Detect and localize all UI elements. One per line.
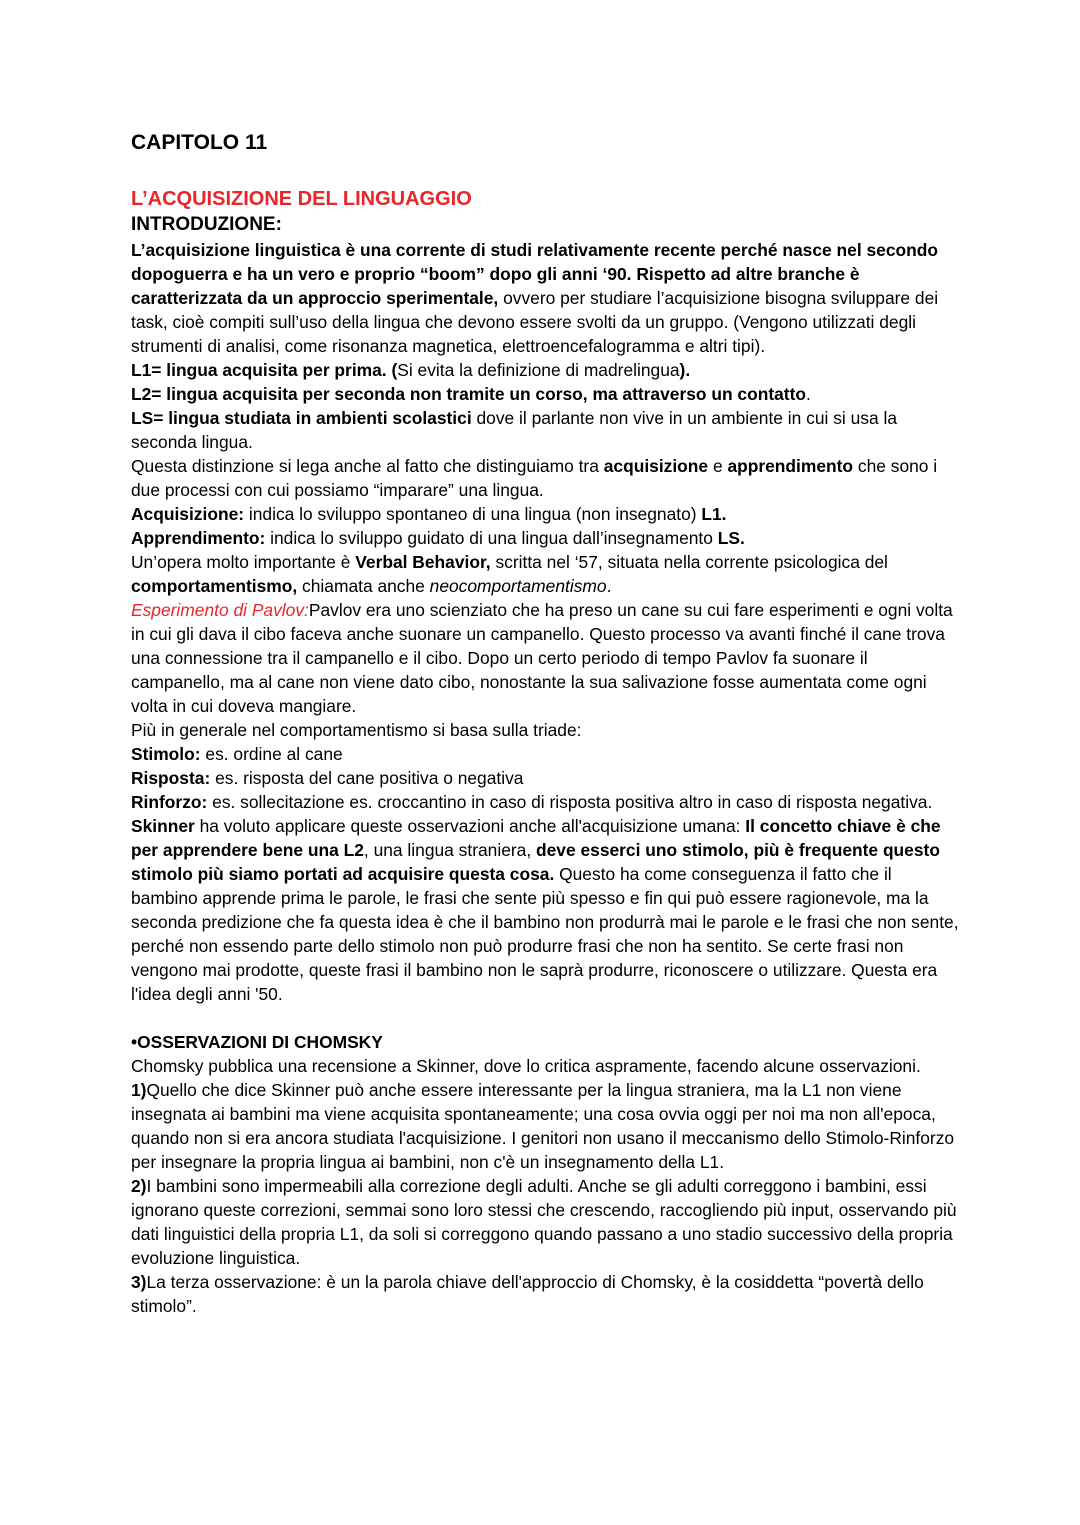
observation-1-number: 1) (131, 1080, 147, 1100)
acquisizione-text: indica lo sviluppo spontaneo di una lingua (non insegnato) (244, 504, 702, 524)
ls-text: dove il parlante non vive in un ambiente in cui si usa la seconda lingua. (131, 408, 898, 452)
pavlov-paragraph (131, 598, 961, 718)
opera-neocomportamentismo: neocomportamentismo (429, 576, 607, 596)
observation-3-number: 3) (131, 1272, 147, 1292)
chomsky-intro: Chomsky pubblica una recensione a Skinner, dove lo critica aspramente, facendo alcune osservazioni. (131, 1056, 921, 1076)
intro-paragraph (131, 238, 961, 358)
stimolo-label: Stimolo: (131, 744, 201, 764)
observation-1-text: Quello che dice Skinner può anche essere interessante per la lingua straniera, ma la L1 non viene insegnata ai bambini ma viene acquisita spontaneamente; una cosa ovvia oggi per noi ma non all'epoca, quando non si era ancora studiata l'acquisizione. I genitori non usano il meccanismo dello Stimolo-Rinforzo per insegnare la propria lingua ai bambini, non c'è un insegnamento della L1. (131, 1080, 955, 1172)
rinforzo-text: es. sollecitazione es. croccantino in caso di risposta positiva altro in caso di risposta negativa. (207, 792, 933, 812)
triade-rinforzo (131, 790, 961, 814)
opera-text-a: Un’opera molto importante è (131, 552, 356, 572)
intro-text: ovvero per studiare l’acquisizione bisogna sviluppare dei task, cioè compiti sull’uso della lingua che devono essere svolti da un gruppo. (Vengono utilizzati degli strumenti di analisi, come risonanza magnetica, elettroencefalogramma e altri tipi). (131, 288, 939, 356)
section-title: L’ACQUISIZIONE DEL LINGUAGGIO (131, 188, 472, 210)
chapter-title: CAPITOLO 11 (131, 131, 268, 154)
stimolo-text: es. ordine al cane (200, 744, 343, 764)
distinction-paragraph (131, 454, 961, 502)
acquisizione-label: Acquisizione: (131, 504, 245, 524)
skinner-name: Skinner (131, 816, 195, 836)
definition-apprendimento (131, 526, 961, 550)
acquisizione-l1: L1. (701, 504, 727, 524)
definition-acquisizione (131, 502, 961, 526)
verbal-behavior-paragraph (131, 550, 961, 598)
chomsky-observation-3 (131, 1270, 961, 1318)
apprendimento-label: Apprendimento: (131, 528, 266, 548)
l2-end: . (806, 384, 811, 404)
observation-2-number: 2) (131, 1176, 147, 1196)
l1-end: ). (679, 360, 691, 380)
distinction-acquisizione: acquisizione (603, 456, 709, 476)
triade-stimolo (131, 742, 961, 766)
chomsky-observation-2 (131, 1174, 961, 1270)
apprendimento-text: indica lo sviluppo guidato di una lingua dall’insegnamento (265, 528, 718, 548)
definition-l1 (131, 358, 961, 382)
distinction-e: e (708, 456, 728, 476)
skinner-text-c: Questo ha come conseguenza il fatto che il bambino apprende prima le parole, le frasi che sente più spesso e fin qui può essere ragionevole, ma la seconda predizione che fa questa idea è che il bambino non produrrà mai le parole e le frasi che non sente, perché non essendo parte dello stimolo non può produrre frasi che non ha sentito. Se certe frasi non vengono mai prodotte, queste frasi il bambino non le saprà produrre, riconoscere o utilizzare. Questa era l'idea degli anni '50. (131, 864, 959, 1004)
skinner-key-concept: Il concetto chiave è che per apprendere bene una L2 (131, 816, 941, 860)
definition-l2 (131, 382, 961, 406)
l1-bold: L1= lingua acquisita per prima. ( (131, 360, 398, 380)
triade-intro: Più in generale nel comportamentismo si basa sulla triade: (131, 720, 582, 740)
opera-end: . (606, 576, 612, 596)
chomsky-heading: •OSSERVAZIONI DI CHOMSKY (131, 1032, 383, 1052)
pavlov-text: Pavlov era uno scienziato che ha preso un cane su cui fare esperimenti e ogni volta in cui gli dava il cibo faceva anche suonare un campanello. Questo processo va avanti finché il cane trova una connessione tra il campanello e il cibo. Dopo un certo periodo di tempo Pavlov fa suonare il campanello, ma al cane non viene dato cibo, nonostante la sua salivazione fosse aumentata come ogni volta in cui doveva mangiare. (131, 600, 953, 716)
opera-text-c: chiamata anche (297, 576, 430, 596)
chomsky-observation-1 (131, 1078, 961, 1174)
skinner-stimulus: deve esserci uno stimolo, più è frequente questo stimolo più siamo portati ad acquisire questa cosa. (131, 840, 940, 884)
l2-bold: L2= lingua acquisita per seconda non tramite un corso, ma attraverso un contatto (131, 384, 806, 404)
apprendimento-ls: LS. (717, 528, 745, 548)
pavlov-label: Esperimento di Pavlov: (131, 600, 309, 620)
intro-bold-text: L’acquisizione linguistica è una corrente di studi relativamente recente perché nasce nel secondo dopoguerra e ha un vero e proprio “boom” dopo gli anni ‘90. Rispetto ad altre branche è caratterizzata da un approccio sperimentale, (131, 240, 938, 308)
skinner-text-a: ha voluto applicare queste osservazioni anche all'acquisizione umana: (194, 816, 746, 836)
distinction-text-a: Questa distinzione si lega anche al fatto che distinguiamo tra (131, 456, 604, 476)
observation-2-text: I bambini sono impermeabili alla correzione degli adulti. Anche se gli adulti correggono i bambini, essi ignorano queste correzioni, semmai sono loro stessi che crescendo, raccogliendo più input, osservando più dati linguistici della propria L1, da soli si correggono quando passano a uno stadio successivo della propria evoluzione linguistica. (131, 1176, 957, 1268)
risposta-label: Risposta: (131, 768, 211, 788)
triade-risposta (131, 766, 961, 790)
opera-title: Verbal Behavior, (355, 552, 491, 572)
risposta-text: es. risposta del cane positiva o negativa (210, 768, 524, 788)
l1-note: Si evita la definizione di madrelingua (397, 360, 680, 380)
ls-bold: LS= lingua studiata in ambienti scolastici (131, 408, 472, 428)
intro-heading: INTRODUZIONE: (131, 214, 282, 235)
skinner-paragraph (131, 814, 961, 1006)
skinner-text-b: , una lingua straniera, (363, 840, 536, 860)
document-page (131, 130, 961, 1318)
opera-text-b: scritta nel ‘57, situata nella corrente psicologica del (490, 552, 888, 572)
definition-ls (131, 406, 961, 454)
distinction-apprendimento: apprendimento (727, 456, 854, 476)
distinction-text-b: che sono i due processi con cui possiamo “imparare” una lingua. (131, 456, 938, 500)
opera-comportamentismo: comportamentismo, (131, 576, 298, 596)
rinforzo-label: Rinforzo: (131, 792, 208, 812)
observation-3-text: La terza osservazione: è un la parola chiave dell'approccio di Chomsky, è la cosiddetta “povertà dello stimolo”. (131, 1272, 924, 1316)
